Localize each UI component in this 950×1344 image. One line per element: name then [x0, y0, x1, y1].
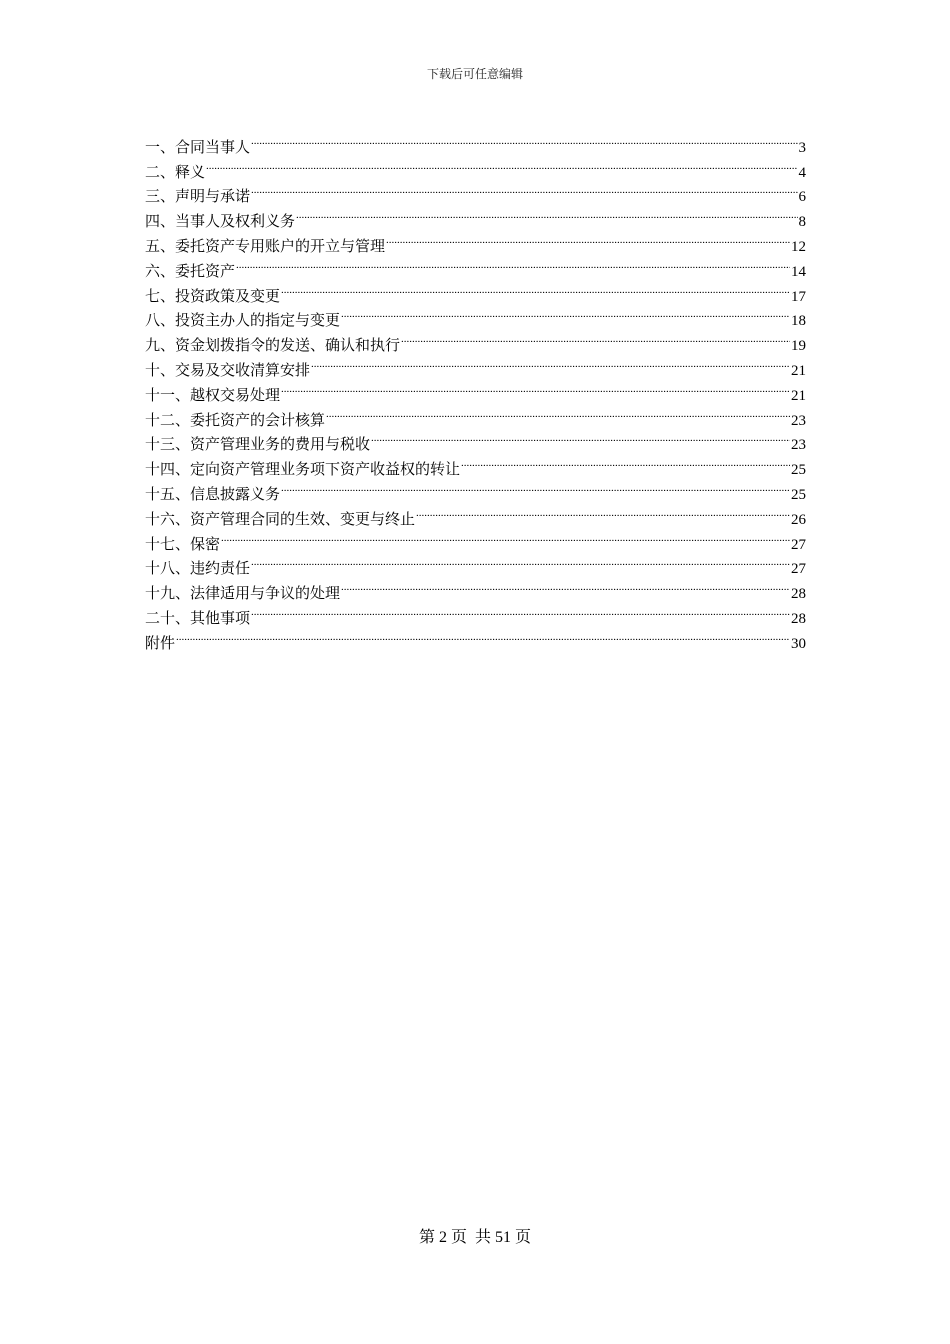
toc-entry-title: 二、释义 [145, 164, 206, 181]
toc-dot-leader [251, 549, 790, 574]
toc-entry-title: 八、投资主办人的指定与变更 [145, 313, 341, 330]
toc-entry-page: 27 [791, 561, 806, 578]
toc-entry-page: 21 [791, 387, 806, 404]
toc-entry-title: 四、当事人及权利义务 [145, 214, 296, 231]
toc-entry-page: 3 [798, 139, 806, 156]
toc-entry[interactable] [145, 623, 806, 652]
toc-entry[interactable] [145, 251, 806, 280]
toc-entry-title: 七、投资政策及变更 [145, 288, 281, 305]
toc-dot-leader [416, 499, 790, 524]
toc-entry-title: 十三、资产管理业务的费用与税收 [145, 437, 371, 454]
toc-dot-leader [206, 152, 797, 177]
table-of-contents [145, 127, 806, 652]
toc-entry-page: 18 [791, 313, 806, 330]
toc-entry-page: 25 [791, 462, 806, 479]
toc-dot-leader [281, 474, 790, 499]
toc-entry-page: 4 [798, 164, 806, 181]
toc-entry-page: 23 [791, 437, 806, 454]
page-footer [0, 1228, 950, 1248]
toc-entry-title: 十九、法律适用与争议的处理 [145, 586, 341, 603]
toc-entry-page: 6 [798, 189, 806, 206]
toc-dot-leader [236, 251, 790, 276]
toc-dot-leader [326, 400, 790, 425]
toc-entry[interactable] [145, 177, 806, 206]
toc-entry-page: 26 [791, 511, 806, 528]
toc-entry-title: 六、委托资产 [145, 263, 236, 280]
toc-entry-page: 21 [791, 362, 806, 379]
toc-entry-page: 19 [791, 338, 806, 355]
toc-dot-leader [386, 226, 790, 251]
toc-entry[interactable] [145, 152, 806, 181]
toc-dot-leader [401, 325, 790, 350]
toc-entry-title: 十五、信息披露义务 [145, 486, 281, 503]
toc-entry-page: 28 [791, 610, 806, 627]
toc-entry-title: 十六、资产管理合同的生效、变更与终止 [145, 511, 416, 528]
toc-entry-page: 8 [798, 214, 806, 231]
toc-dot-leader [221, 524, 790, 549]
toc-entry-title: 十二、委托资产的会计核算 [145, 412, 326, 429]
toc-entry-title: 附件 [145, 635, 176, 652]
toc-entry-page: 27 [791, 536, 806, 553]
toc-entry-page: 30 [791, 635, 806, 652]
toc-dot-leader [311, 350, 790, 375]
page-number-label: 第 2 页 共 51 页 [418, 1229, 531, 1246]
toc-entry-title: 十八、违约责任 [145, 561, 251, 578]
toc-dot-leader [296, 201, 797, 226]
toc-entry-title: 五、委托资产专用账户的开立与管理 [145, 238, 386, 255]
toc-entry-title: 十七、保密 [145, 536, 221, 553]
toc-dot-leader [251, 598, 790, 623]
toc-dot-leader [281, 276, 790, 301]
toc-entry[interactable] [145, 524, 806, 553]
page-header: 下载后可任意编辑 [426, 67, 523, 81]
toc-entry-page: 14 [791, 263, 806, 280]
toc-dot-leader [251, 127, 797, 152]
toc-entry-title: 一、合同当事人 [145, 139, 251, 156]
toc-dot-leader [371, 425, 790, 450]
toc-entry-title: 十四、定向资产管理业务项下资产收益权的转让 [145, 462, 461, 479]
toc-entry[interactable] [145, 276, 806, 305]
toc-dot-leader [281, 375, 790, 400]
toc-entry-title: 二十、其他事项 [145, 610, 251, 627]
toc-dot-leader [461, 449, 790, 474]
toc-dot-leader [341, 301, 790, 326]
toc-entry-title: 十一、越权交易处理 [145, 387, 281, 404]
toc-entry-page: 17 [791, 288, 806, 305]
toc-entry[interactable] [145, 127, 806, 156]
toc-dot-leader [251, 177, 797, 202]
toc-entry-title: 三、声明与承诺 [145, 189, 251, 206]
toc-entry-title: 九、资金划拨指令的发送、确认和执行 [145, 338, 401, 355]
toc-entry-page: 28 [791, 586, 806, 603]
toc-dot-leader [176, 623, 790, 648]
toc-entry[interactable] [145, 549, 806, 578]
toc-entry-title: 十、交易及交收清算安排 [145, 362, 311, 379]
toc-entry-page: 23 [791, 412, 806, 429]
toc-entry-page: 12 [791, 238, 806, 255]
toc-entry-page: 25 [791, 486, 806, 503]
toc-dot-leader [341, 573, 790, 598]
